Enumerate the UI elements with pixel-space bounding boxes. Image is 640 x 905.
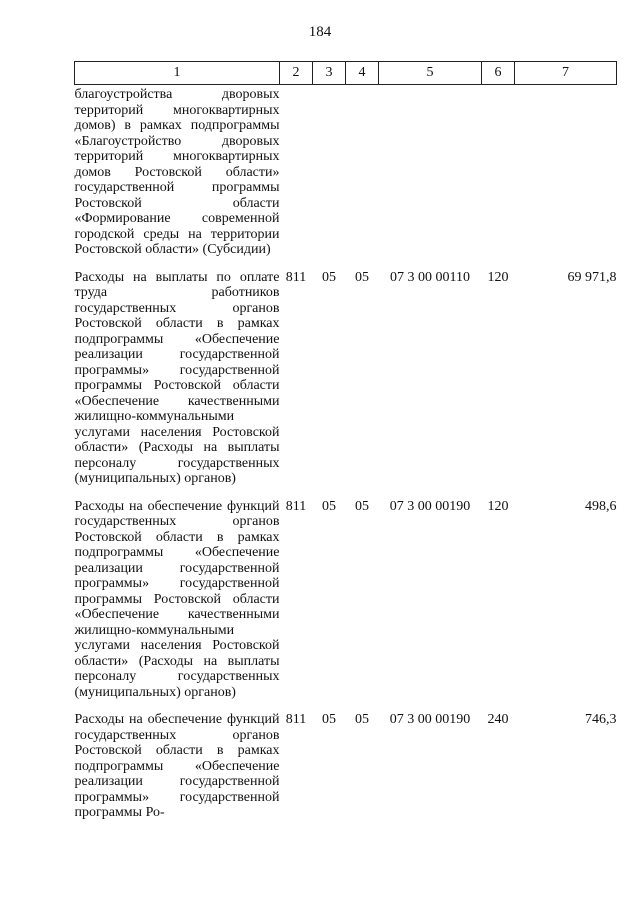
row-section-code: 05 — [322, 712, 336, 727]
column-header-7: 7 — [515, 62, 617, 85]
row-target-code — [379, 85, 482, 268]
row-ministry-code: 811 — [285, 498, 307, 514]
row-description: Расходы на обеспечение функций государственных органов Ростовской области в рамках подпрограммы «Обеспечение реализации государственной программы» государственной программы Ро- — [74, 712, 280, 820]
column-header-6: 6 — [482, 62, 515, 85]
row-expense-type: 120 — [487, 269, 509, 285]
column-header-2: 2 — [280, 62, 313, 85]
row-ministry-code: 811 — [285, 712, 307, 727]
row-ministry-code — [280, 85, 313, 268]
row-target-code: 07 3 00 00190 — [389, 498, 471, 514]
row-amount — [515, 85, 617, 268]
row-description: Расходы на выплаты по оплате труда работников государственных органов Ростовской области в рамках подпрограммы «Обеспечение реализации государственной программы» государственной программы Ростовской области «Обеспечение качественными жилищно-коммунальными услугами населения Ростовской области» (Расходы на выплаты персоналу государственных (муниципальных) органов) — [74, 269, 280, 486]
row-amount: 498,6 — [585, 498, 617, 514]
row-ministry-code: 811 — [285, 269, 307, 285]
row-subsection-code: 05 — [355, 269, 369, 285]
row-description: Расходы на обеспечение функций государственных органов Ростовской области в рамках подпрограммы «Обеспечение реализации государственной программы» государственной программы Ростовской области «Обеспечение качественными жилищно-коммунальными услугами населения Ростовской области» (Расходы на выплаты персоналу государственных (муниципальных) органов) — [74, 498, 280, 700]
row-target-code: 07 3 00 00190 — [389, 712, 471, 727]
column-header-3: 3 — [313, 62, 346, 85]
table-row — [75, 497, 617, 711]
row-subsection-code — [346, 85, 379, 268]
row-expense-type: 120 — [487, 498, 509, 514]
row-section-code: 05 — [322, 498, 336, 514]
row-section-code: 05 — [322, 269, 336, 285]
row-expense-type — [482, 85, 515, 268]
column-header-4: 4 — [346, 62, 379, 85]
row-amount: 69 971,8 — [567, 269, 617, 285]
page-number: 184 — [308, 24, 332, 40]
column-header-5: 5 — [379, 62, 482, 85]
table-row — [75, 85, 617, 268]
table-row — [75, 268, 617, 497]
row-amount: 746,3 — [585, 712, 617, 727]
table-row — [75, 710, 617, 831]
row-subsection-code: 05 — [355, 498, 369, 514]
budget-table — [74, 61, 617, 831]
row-subsection-code: 05 — [355, 712, 369, 727]
column-header-1: 1 — [75, 62, 280, 85]
row-target-code: 07 3 00 00110 — [390, 269, 470, 285]
table-header-row — [75, 62, 617, 85]
row-expense-type: 240 — [487, 712, 509, 727]
row-section-code — [313, 85, 346, 268]
row-description: благоустройства дворовых территорий многоквартирных домов) в рамках подпрограммы «Благоустройство дворовых территорий многоквартирных домов Ростовской области» государственной программы Ростовской области «Формирование современной городской среды на территории Ростовской области» (Субсидии) — [74, 87, 280, 257]
